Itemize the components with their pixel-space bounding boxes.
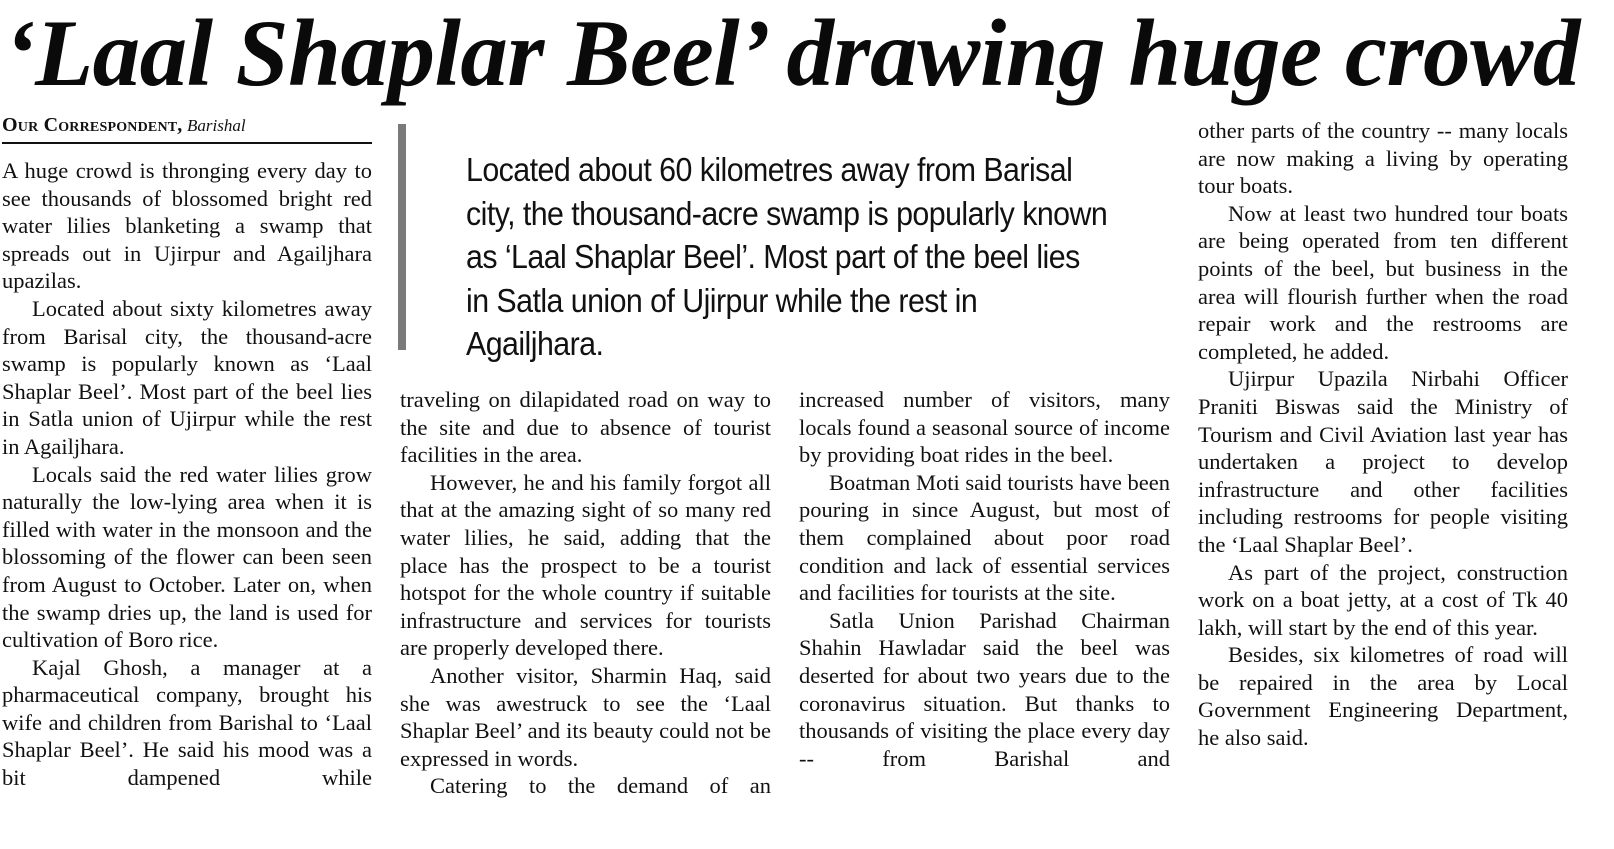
paragraph: Boatman Moti said tourists have been pouring in since August, but most of them complained about poor road condition and lack of essential services and facilities for tourists at the site.	[799, 469, 1170, 606]
paragraph: A huge crowd is thronging every day to see thousands of blossomed bright red water lilies blanketing a swamp that spreads out in Ujirpur and Agailjhara upazilas.	[2, 158, 372, 294]
paragraph: Satla Union Parishad Chairman Shahin Hawladar said the beel was deserted for about two years due to the coronavirus situation. But thanks to thousands of visiting the place every day -- from Barishal and	[799, 607, 1170, 771]
byline-place: Barishal	[187, 116, 246, 135]
paragraph: Now at least two hundred tour boats are being operated from ten different points of the beel, but business in the area will flourish further when the road repair work and the restrooms are completed, he added.	[1198, 200, 1568, 364]
paragraph: Ujirpur Upazila Nirbahi Officer Praniti Biswas said the Ministry of Tourism and Civil Aviation last year has undertaken a project to develop infrastructure and other facilities including restrooms for people visiting the ‘Laal Shaplar Beel’.	[1198, 366, 1568, 557]
pullquote-bar	[398, 124, 406, 350]
paragraph: increased number of visitors, many locals found a seasonal source of income by providing boat rides in the beel.	[799, 387, 1170, 468]
pullquote: Located about 60 kilometres away from Barisal city, the thousand-acre swamp is popularly known as ‘Laal Shaplar Beel’. Most part of the beel lies in Satla union of Ujirpur while the rest in Agailjhara.	[466, 151, 1108, 363]
paragraph: Kajal Ghosh, a manager at a pharmaceutical company, brought his wife and children from Barishal to ‘Laal Shaplar Beel’. He said his mood was a bit dampened while	[2, 654, 372, 791]
paragraph: Besides, six kilometres of road will be repaired in the area by Local Government Engineering Department, he also said.	[1198, 642, 1568, 751]
headline: ‘Laal Shaplar Beel’ drawing huge crowd	[4, 0, 1580, 106]
paragraph: Catering to the demand of an	[430, 773, 771, 799]
article-column-2	[400, 386, 771, 800]
paragraph: traveling on dilapidated road on way to the site and due to absence of tourist facilities in the area.	[400, 387, 771, 468]
article-column-3	[799, 386, 1170, 772]
article-column-1	[2, 157, 372, 792]
paragraph: Another visitor, Sharmin Haq, said she was awestruck to see the ‘Laal Shaplar Beel’ and its beauty could not be expressed in words.	[400, 662, 771, 771]
paragraph: other parts of the country -- many locals are now making a living by operating tour boats.	[1198, 118, 1568, 199]
paragraph: Locals said the red water lilies grow naturally the low-lying area when it is filled with water in the monsoon and the blossoming of the flower can been seen from August to October. Later on, when the swamp dries up, the land is used for cultivation of Boro rice.	[2, 461, 372, 653]
byline-name: Our Correspondent,	[2, 114, 183, 136]
article-column-4	[1198, 117, 1568, 752]
paragraph: Located about sixty kilometres away from Barisal city, the thousand-acre swamp is popularly known as ‘Laal Shaplar Beel’. Most part of the beel lies in Satla union of Ujirpur while the rest in Agailjhara.	[2, 295, 372, 459]
paragraph: However, he and his family forgot all that at the amazing sight of so many red water lilies, he said, adding that the place has the prospect to be a tourist hotspot for the whole country if suitable infrastructure and services for tourists are properly developed there.	[400, 469, 771, 661]
byline	[2, 112, 372, 144]
paragraph: As part of the project, construction work on a boat jetty, at a cost of Tk 40 lakh, will start by the end of this year.	[1198, 559, 1568, 640]
